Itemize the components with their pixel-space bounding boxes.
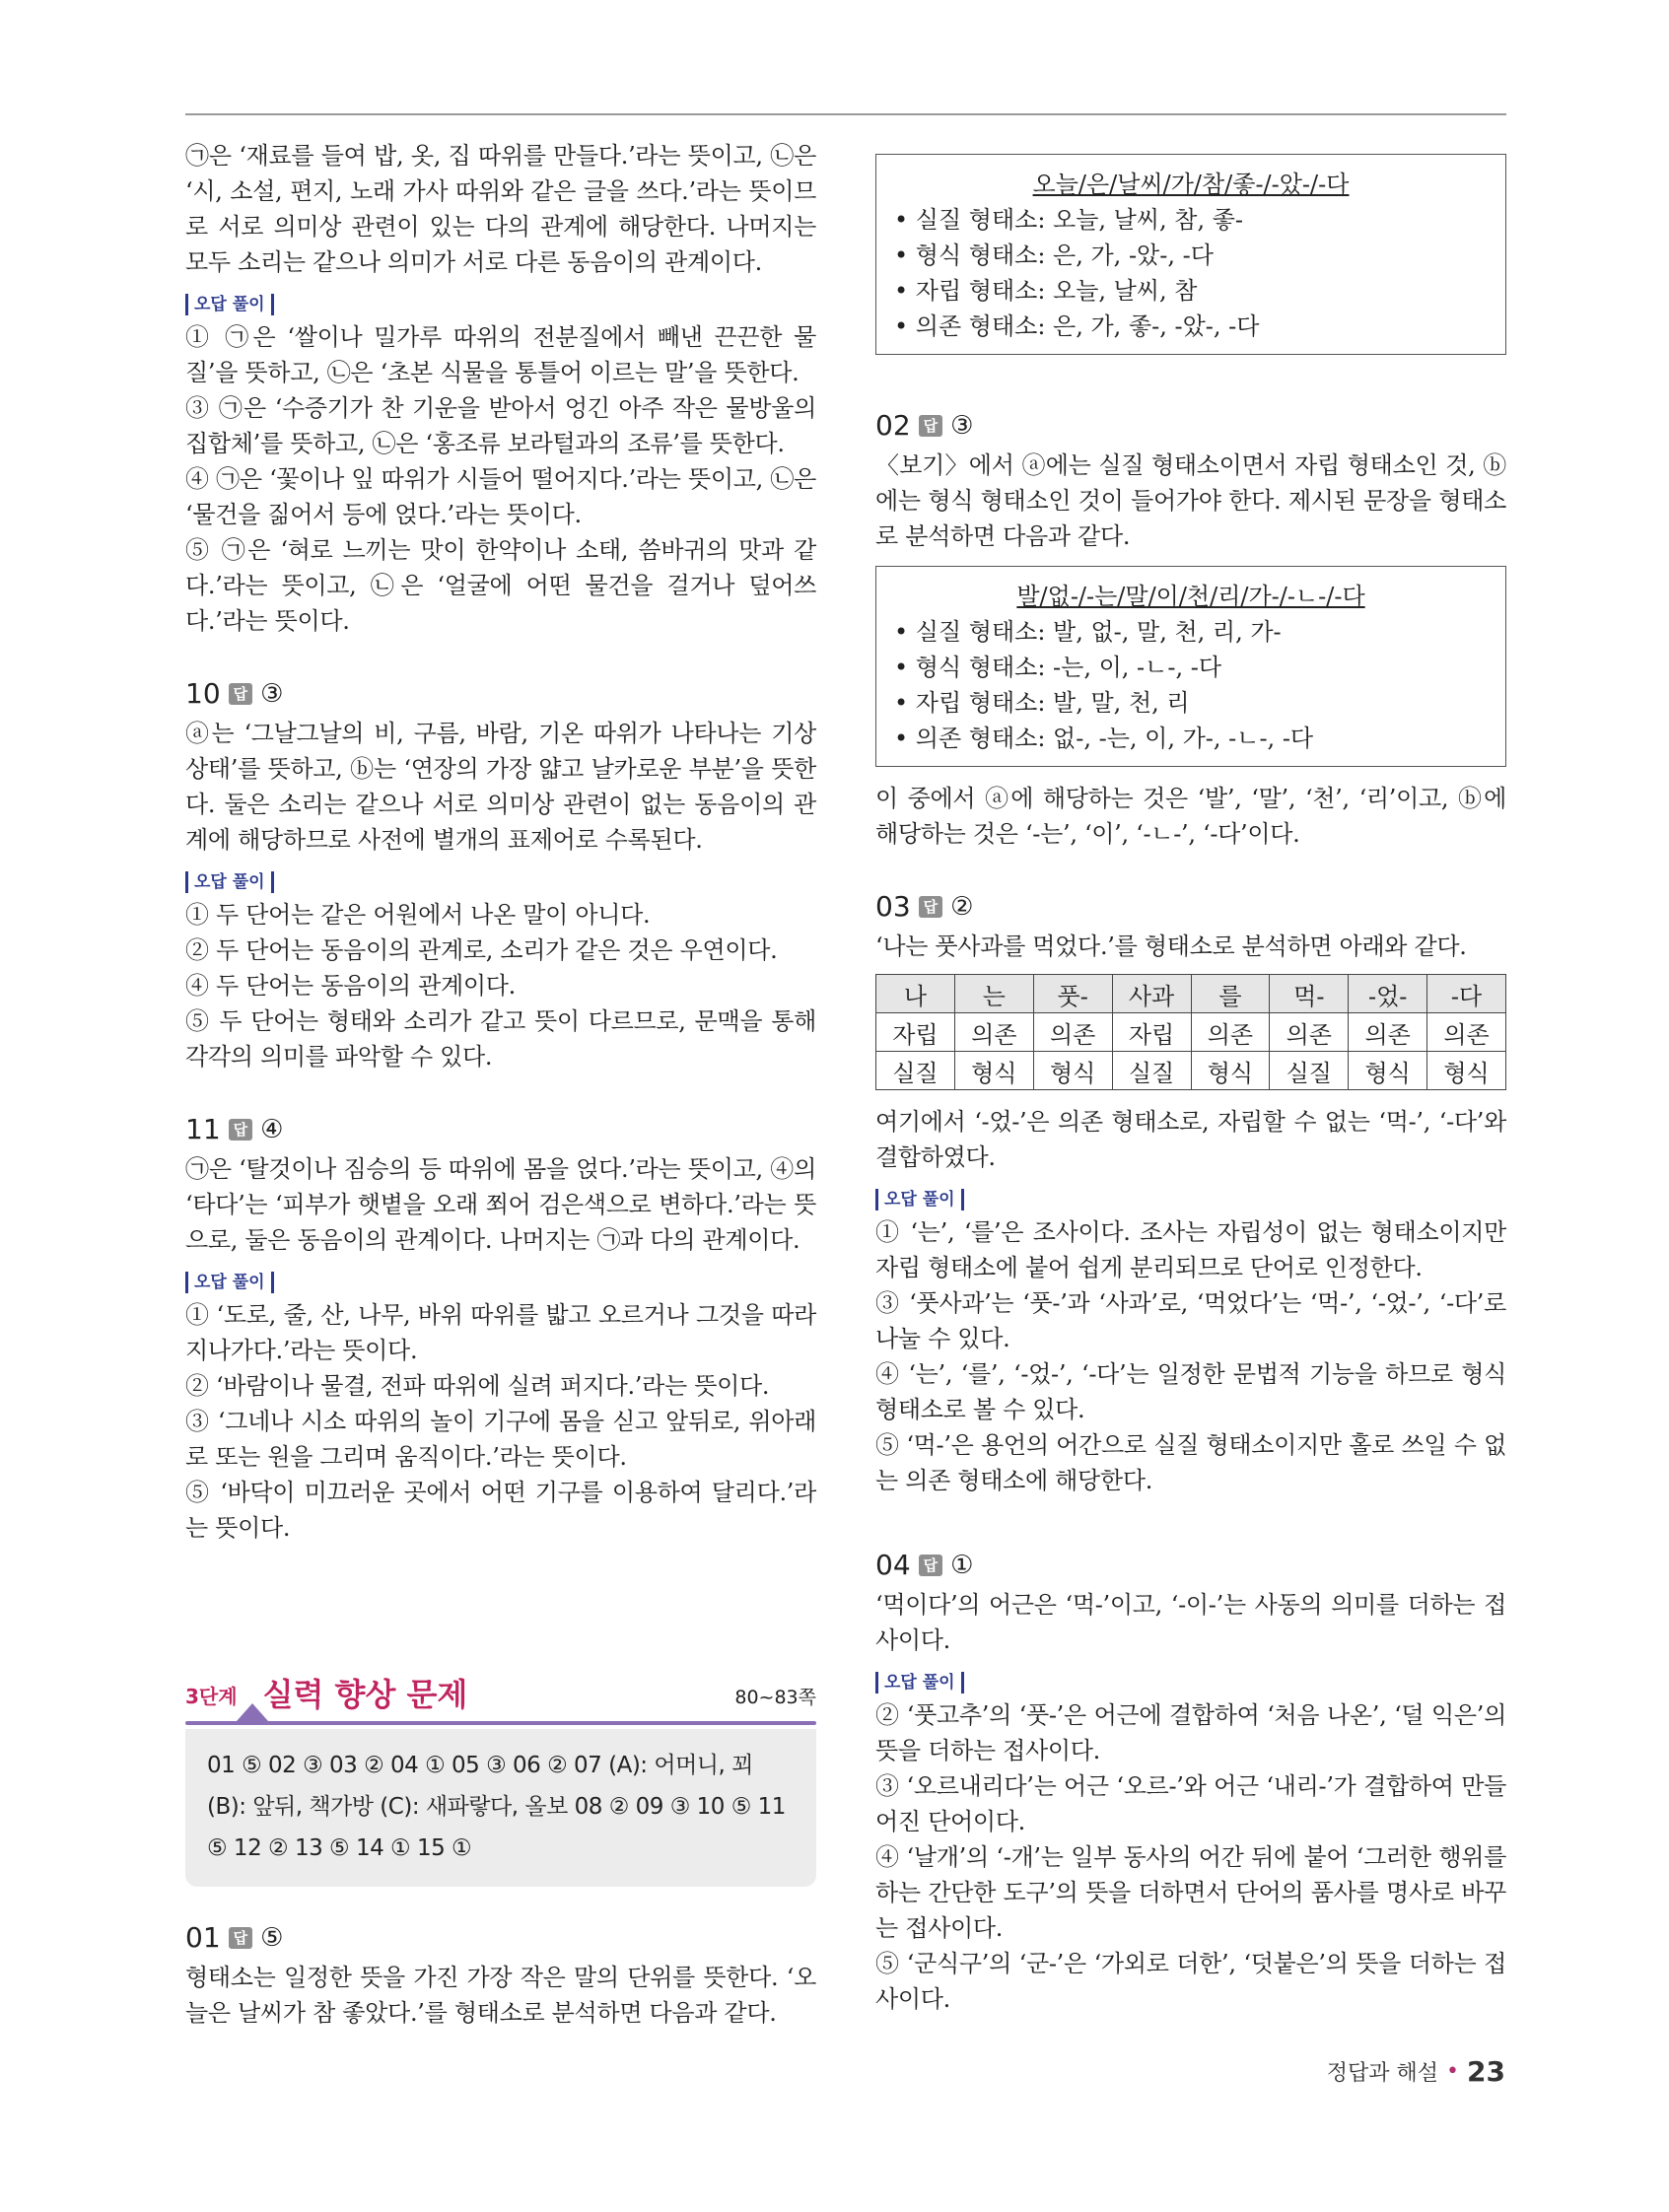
answer-value: ③ [260, 679, 284, 709]
answer-badge: 답 [919, 415, 943, 437]
table-cell: 실질 [876, 1052, 955, 1090]
box-item: • 형식 형태소: 은, 가, -았-, -다 [894, 238, 1488, 273]
question-03-after: 여기에서 ‘-었-’은 의존 형태소로, 자립할 수 없는 ‘먹-’, ‘-다’와 결합하였다. [875, 1108, 1506, 1171]
table-cell: 실질 [1112, 1052, 1191, 1090]
box-title: 오늘/은/날씨/가/참/좋-/-았-/-다 [1032, 171, 1350, 198]
table-row [876, 1013, 1506, 1052]
morpheme-table [875, 974, 1506, 1090]
stage-rule-line [185, 1721, 816, 1725]
page-footer [1327, 2055, 1505, 2088]
wrong-answer-label: 오답 풀이 [875, 1189, 964, 1210]
table-cell: 의존 [1427, 1013, 1506, 1052]
table-cell: 의존 [1349, 1013, 1427, 1052]
table-cell: 나 [876, 975, 955, 1013]
stage-rule-notch [237, 1703, 268, 1721]
table-cell: 의존 [1191, 1013, 1270, 1052]
right-column [875, 150, 1506, 2017]
box-item: • 자립 형태소: 발, 말, 천, 리 [894, 685, 1488, 721]
answer-badge: 답 [229, 1927, 253, 1949]
table-cell: 실질 [1270, 1052, 1349, 1090]
question-02-header [875, 408, 1506, 444]
table-row [876, 975, 1506, 1013]
q04-wrong-4: ④ ‘날개’의 ‘-개’는 일부 동사의 어간 뒤에 붙어 ‘그러한 행위를 하는 간단한 도구’의 뜻을 더하면서 단어의 품사를 명사로 바꾸는 접사이다. [875, 1843, 1506, 1942]
q03-wrong-1: ① ‘는’, ‘를’은 조사이다. 조사는 자립성이 없는 형태소이지만 자립 형태소에 붙어 쉽게 분리되므로 단어로 인정한다. [875, 1218, 1506, 1281]
answer-badge: 답 [229, 1119, 253, 1141]
box-item: • 형식 형태소: -는, 이, -ㄴ-, -다 [894, 650, 1488, 685]
page-number: 23 [1467, 2055, 1505, 2088]
q04-wrong-5: ⑤ ‘군식구’의 ‘군-’은 ‘가외로 더한’, ‘덧붙은’의 뜻을 더하는 접사이다. [875, 1950, 1506, 2013]
question-number: 10 [185, 677, 221, 710]
table-cell: 형식 [1427, 1052, 1506, 1090]
q10-wrong-2: ② 두 단어는 동음이의 관계로, 소리가 같은 것은 우연이다. [185, 936, 778, 964]
q11-wrong-2: ② ‘바람이나 물결, 전파 따위에 실려 퍼지다.’라는 뜻이다. [185, 1372, 770, 1400]
table-cell: -었- [1349, 975, 1427, 1013]
table-cell: 형식 [954, 1052, 1033, 1090]
footer-dot-icon: • [1446, 2059, 1460, 2084]
stage-title-bar [185, 1666, 816, 1715]
answer-value: ③ [950, 411, 974, 441]
table-cell: 형식 [1191, 1052, 1270, 1090]
q04-wrong-3: ③ ‘오르내리다’는 어근 ‘오르-’와 어근 ‘내리-’가 결합하여 만들어진 단어이다. [875, 1772, 1506, 1835]
question-11-text: ㉠은 ‘탈것이나 짐승의 등 따위에 몸을 얹다.’라는 뜻이고, ④의 ‘타다’는 ‘피부가 햇볕을 오래 쬐어 검은색으로 변하다.’라는 뜻으로, 둘은 동음이의 관계이다. 나머지는 ㉠과 다의 관계이다. [185, 1155, 816, 1254]
table-row [876, 1052, 1506, 1090]
question-02-after: 이 중에서 ⓐ에 해당하는 것은 ‘발’, ‘말’, ‘천’, ‘리’이고, ⓑ에 해당하는 것은 ‘-는’, ‘이’, ‘-ㄴ-’, ‘-다’이다. [875, 785, 1506, 848]
intro-wrong-1: ① ㉠은 ‘쌀이나 밀가루 따위의 전분질에서 빼낸 끈끈한 물질’을 뜻하고, ㉡은 ‘초본 식물을 통틀어 이르는 말’을 뜻한다. [185, 323, 816, 386]
table-cell: 형식 [1033, 1052, 1112, 1090]
stage-step: 3단계 [185, 1685, 238, 1708]
question-02-text: 〈보기〉에서 ⓐ에는 실질 형태소이면서 자립 형태소인 것, ⓑ에는 형식 형태소인 것이 들어가야 한다. 제시된 문장을 형태소로 분석하면 다음과 같다. [875, 451, 1506, 550]
q11-wrong-1: ① ‘도로, 줄, 산, 나무, 바위 따위를 밟고 오르거나 그것을 따라 지나가다.’라는 뜻이다. [185, 1301, 816, 1364]
footer-label: 정답과 해설 [1326, 2061, 1439, 2086]
question-01-text: 형태소는 일정한 뜻을 가진 가장 작은 말의 단위를 뜻한다. ‘오늘은 날씨가 참 좋았다.’를 형태소로 분석하면 다음과 같다. [185, 1964, 816, 2027]
q10-wrong-1: ① 두 단어는 같은 어원에서 나온 말이 아니다. [185, 901, 651, 929]
q03-wrong-5: ⑤ ‘먹-’은 용언의 어간으로 실질 형태소이지만 홀로 쓰일 수 없는 의존 형태소에 해당한다. [875, 1431, 1506, 1494]
table-cell: 의존 [954, 1013, 1033, 1052]
stage-rule [185, 1715, 816, 1729]
quick-answers-box: 01 ⑤ 02 ③ 03 ② 04 ① 05 ③ 06 ② 07 (A): 어머니, 꾀 (B): 앞뒤, 책가방 (C): 새파랗다, 올보 08 ② 09 ③ 10 ⑤ 11 ⑤ 12 ② 13 ⑤ 14 ① 15 ① [185, 1729, 816, 1887]
q10-wrong-4: ④ 두 단어는 동음이의 관계이다. [185, 972, 516, 1000]
table-cell: 먹- [1270, 975, 1349, 1013]
wrong-answer-label: 오답 풀이 [875, 1672, 964, 1694]
q04-wrong-2: ② ‘풋고추’의 ‘풋-’은 어근에 결합하여 ‘처음 나온’, ‘덜 익은’의 뜻을 더하는 접사이다. [875, 1701, 1506, 1764]
top-rule [185, 113, 1506, 115]
intro-wrong-3: ③ ㉠은 ‘수증기가 찬 기운을 받아서 엉긴 아주 작은 물방울의 집합체’를 뜻하고, ㉡은 ‘홍조류 보라털과의 조류’를 뜻한다. [185, 394, 816, 457]
table-cell: 의존 [1270, 1013, 1349, 1052]
box-item: • 자립 형태소: 오늘, 날씨, 참 [894, 273, 1488, 309]
table-cell: 사과 [1112, 975, 1191, 1013]
answer-value: ⑤ [260, 1923, 284, 1953]
question-10-header [185, 676, 816, 712]
question-04-text: ‘먹이다’의 어근은 ‘먹-’이고, ‘-이-’는 사동의 의미를 더하는 접사이다. [875, 1591, 1506, 1654]
box-item: • 의존 형태소: 없-, -는, 이, 가-, -ㄴ-, -다 [894, 721, 1488, 756]
table-cell: 는 [954, 975, 1033, 1013]
q11-wrong-3: ③ ‘그네나 시소 따위의 놀이 기구에 몸을 싣고 앞뒤로, 위아래로 또는 원을 그리며 움직이다.’라는 뜻이다. [185, 1408, 816, 1471]
q10-wrong-5: ⑤ 두 단어는 형태와 소리가 같고 뜻이 다르므로, 문맥을 통해 각각의 의미를 파악할 수 있다. [185, 1007, 816, 1071]
intro-paragraph: ㉠은 ‘재료를 들여 밥, 옷, 집 따위를 만들다.’라는 뜻이고, ㉡은 ‘시, 소설, 편지, 노래 가사 따위와 같은 글을 쓰다.’라는 뜻이므로 서로 의미상 관련이 있는 다의 관계에 해당한다. 나머지는 모두 소리는 같으나 의미가 서로 다른 동음이의 관계이다. [185, 142, 816, 276]
question-number: 11 [185, 1113, 221, 1145]
question-number: 03 [875, 890, 911, 923]
table-cell: 형식 [1349, 1052, 1427, 1090]
answer-badge: 답 [919, 896, 943, 918]
answer-value: ② [950, 892, 974, 922]
question-03-header [875, 889, 1506, 925]
box-item: • 의존 형태소: 은, 가, 좋-, -았-, -다 [894, 309, 1488, 344]
morpheme-box-2 [875, 566, 1506, 767]
table-cell: 를 [1191, 975, 1270, 1013]
question-number: 01 [185, 1921, 221, 1954]
answer-value: ① [950, 1551, 974, 1580]
question-number: 02 [875, 409, 911, 442]
stage-pages: 80~83쪽 [734, 1687, 816, 1708]
question-03-text: ‘나는 풋사과를 먹었다.’를 형태소로 분석하면 아래와 같다. [875, 933, 1467, 960]
table-cell: 자립 [876, 1013, 955, 1052]
question-04-header [875, 1548, 1506, 1583]
question-number: 04 [875, 1549, 911, 1581]
stage-3-section [185, 1666, 816, 2031]
answer-badge: 답 [919, 1555, 943, 1576]
box-title: 발/없-/-는/말/이/천/리/가-/-ㄴ-/-다 [1016, 583, 1365, 610]
answer-value: ④ [260, 1115, 284, 1144]
table-cell: 자립 [1112, 1013, 1191, 1052]
stage-name: 실력 향상 문제 [262, 1676, 468, 1713]
answer-badge: 답 [229, 683, 253, 705]
table-cell: 의존 [1033, 1013, 1112, 1052]
left-column [185, 138, 816, 1546]
box-item: • 실질 형태소: 오늘, 날씨, 참, 좋- [894, 202, 1488, 238]
question-10-text: ⓐ는 ‘그날그날의 비, 구름, 바람, 기온 따위가 나타나는 기상 상태’를 뜻하고, ⓑ는 ‘연장의 가장 얇고 날카로운 부분’을 뜻한다. 둘은 소리는 같으나 서로 의미상 관련이 없는 동음이의 관계에 해당하므로 사전에 별개의 표제어로 수록된다. [185, 720, 816, 854]
wrong-answer-label: 오답 풀이 [185, 1272, 274, 1293]
q11-wrong-5: ⑤ ‘바닥이 미끄러운 곳에서 어떤 기구를 이용하여 달리다.’라는 뜻이다. [185, 1479, 816, 1542]
table-cell: 풋- [1033, 975, 1112, 1013]
intro-wrong-5: ⑤ ㉠은 ‘혀로 느끼는 맛이 한약이나 소태, 씀바귀의 맛과 같다.’라는 뜻이고, ㉡은 ‘얼굴에 어떤 물건을 걸거나 덮어쓰다.’라는 뜻이다. [185, 536, 816, 635]
question-01-header [185, 1920, 816, 1956]
question-11-header [185, 1112, 816, 1147]
wrong-answer-label: 오답 풀이 [185, 294, 274, 315]
box-item: • 실질 형태소: 발, 없-, 말, 천, 리, 가- [894, 614, 1488, 650]
q03-wrong-4: ④ ‘는’, ‘를’, ‘-었-’, ‘-다’는 일정한 문법적 기능을 하므로 형식 형태소로 볼 수 있다. [875, 1360, 1506, 1423]
table-cell: -다 [1427, 975, 1506, 1013]
intro-wrong-4: ④ ㉠은 ‘꽃이나 잎 따위가 시들어 떨어지다.’라는 뜻이고, ㉡은 ‘물건을 짊어서 등에 얹다.’라는 뜻이다. [185, 465, 816, 528]
q03-wrong-3: ③ ‘풋사과’는 ‘풋-’과 ‘사과’로, ‘먹었다’는 ‘먹-’, ‘-었-’, ‘-다’로 나눌 수 있다. [875, 1289, 1506, 1352]
wrong-answer-label: 오답 풀이 [185, 871, 274, 893]
morpheme-box-1 [875, 154, 1506, 355]
